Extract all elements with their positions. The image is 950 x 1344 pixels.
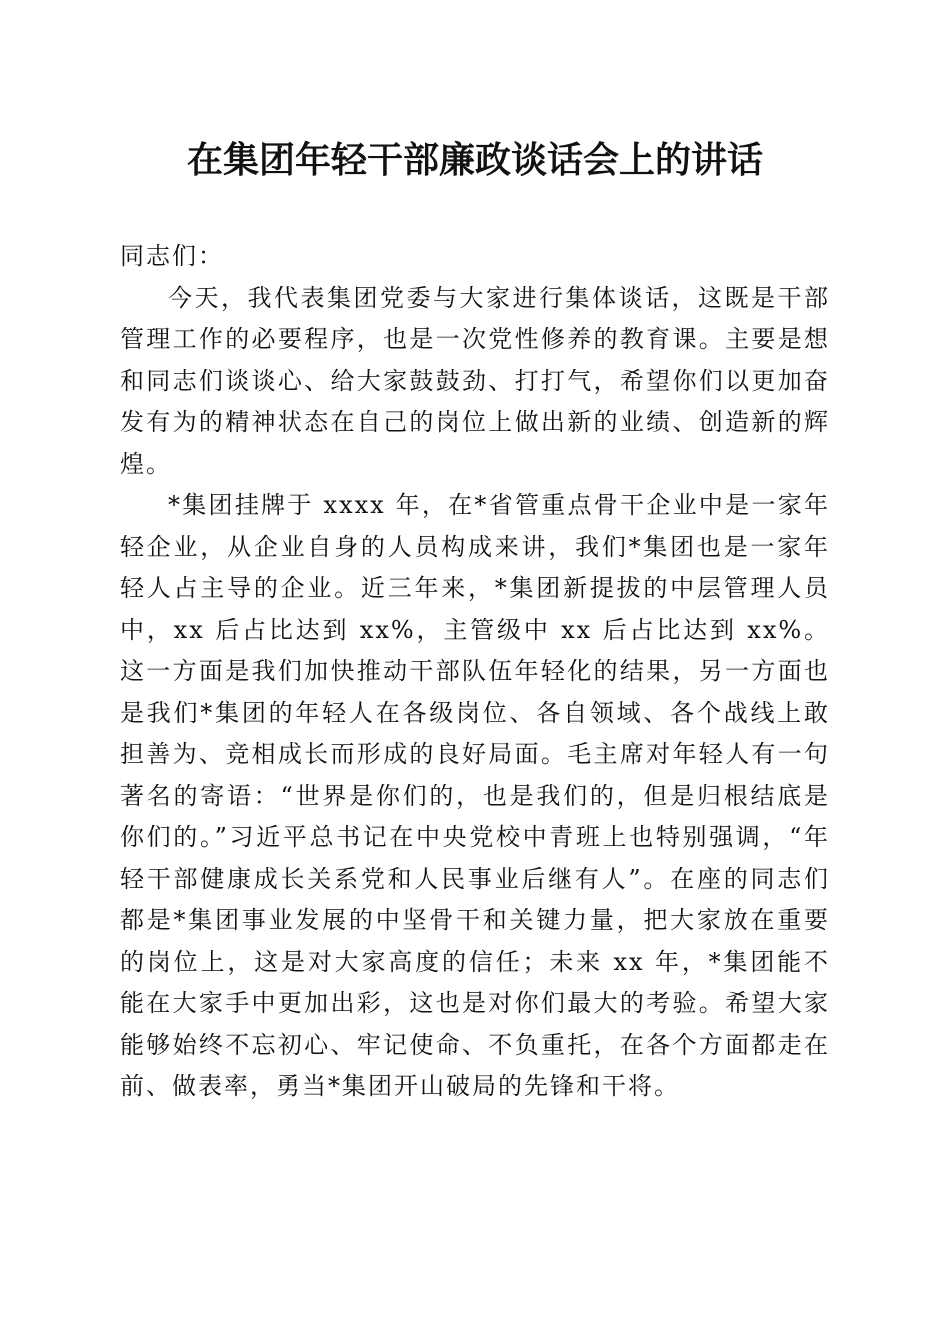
document-body xyxy=(120,236,830,1108)
paragraph-2: *集团挂牌于 xxxx 年，在*省管重点骨干企业中是一家年轻企业，从企业自身的人员构成来讲，我们*集团也是一家年轻人占主导的企业。近三年来，*集团新提拔的中层管理人员中，xx 后占比达到 xx%，主管级中 xx 后占比达到 xx%。这一方面是我们加快推动干部队伍年轻化的结果，另一方面也是我们*集团的年轻人在各级岗位、各自领域、各个战线上敢担善为、竞相成长而形成的良好局面。毛主席对年轻人有一句著名的寄语：“世界是你们的，也是我们的，但是归根结底是你们的。”习近平总书记在中央党校中青班上也特别强调，“年轻干部健康成长关系党和人民事业后继有人”。在座的同志们都是*集团事业发展的中坚骨干和关键力量，把大家放在重要的岗位上，这是对大家高度的信任；未来 xx 年，*集团能不能在大家手中更加出彩，这也是对你们最大的考验。希望大家能够始终不忘初心、牢记使命、不负重托，在各个方面都走在前、做表率，勇当*集团开山破局的先锋和干将。 xyxy=(120,491,830,1100)
document-title: 在集团年轻干部廉政谈话会上的讲话 xyxy=(186,139,763,181)
salutation: 同志们： xyxy=(120,242,224,270)
paragraph-1: 今天，我代表集团党委与大家进行集体谈话，这既是干部管理工作的必要程序，也是一次党性修养的教育课。主要是想和同志们谈谈心、给大家鼓鼓劲、打打气，希望你们以更加奋发有为的精神状态在自己的岗位上做出新的业绩、创造新的辉煌。 xyxy=(120,283,830,478)
